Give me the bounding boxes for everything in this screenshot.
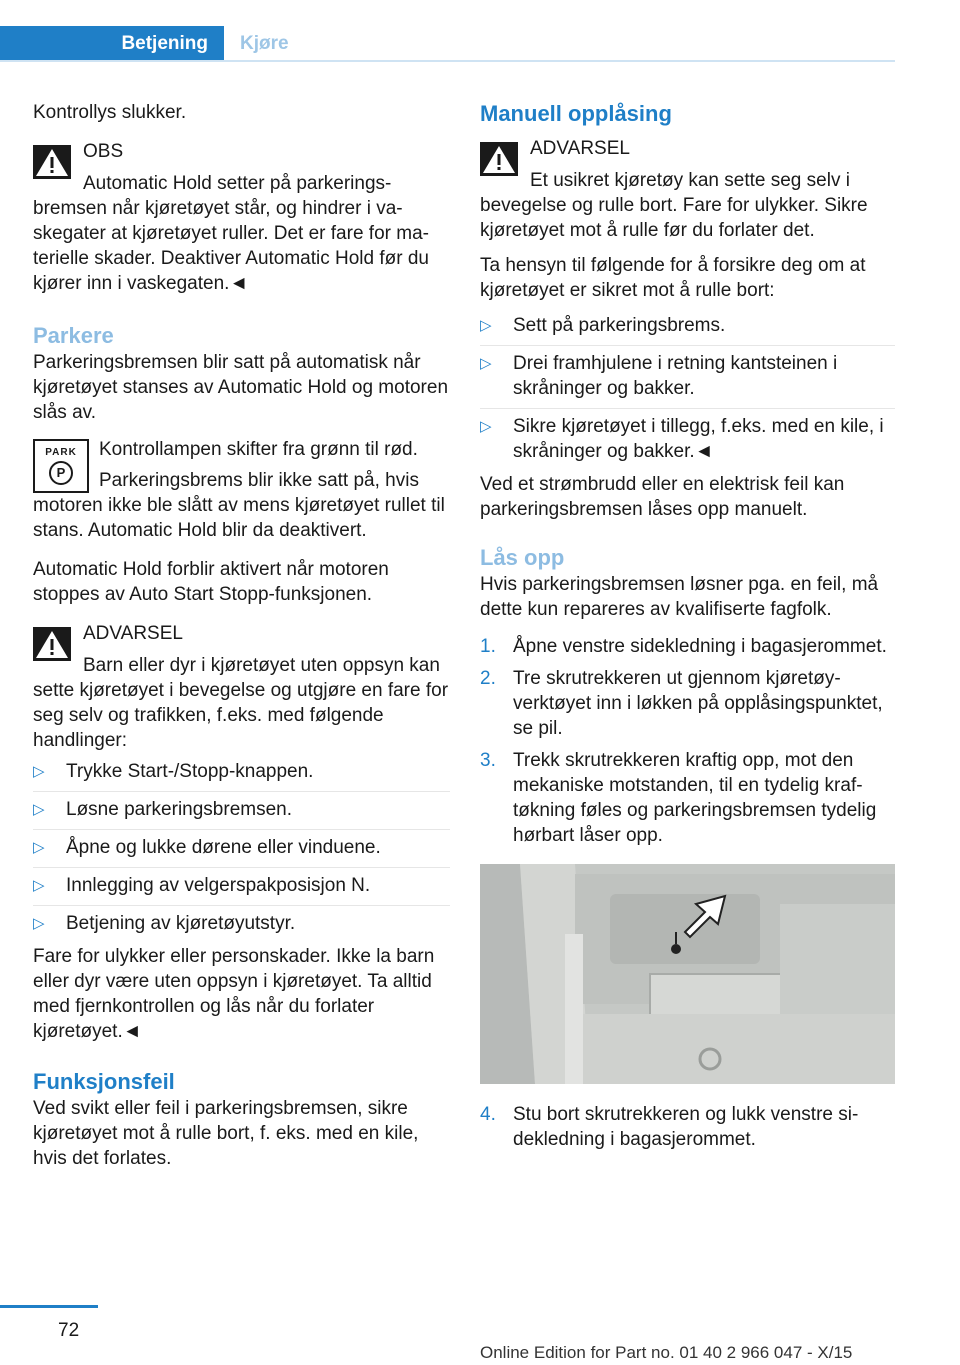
- right-warning-label: ADVARSEL: [530, 138, 630, 159]
- list-item-text: Drei framhjulene i retning kantsteinen i skråninger og bakker.: [513, 353, 838, 399]
- right-warning-text-content: Et usikret kjøretøy kan sette seg selv i bevegelse og rulle bort. Fare for ulykker. Sikre kjøretøyet mot å rulle før du forlater det.: [480, 170, 868, 241]
- auto-hold-text: Automatic Hold forblir aktivert når motoren stoppes av Auto Start Stopp-funksjonen.: [33, 559, 389, 605]
- park-lamp-block: [33, 437, 450, 543]
- warning-triangle-icon: [480, 142, 518, 176]
- park-icon-symbol: P: [49, 461, 73, 485]
- brake-text: [33, 468, 450, 543]
- las-opp-text: Hvis parkeringsbremsen løsner pga. en feil, må dette kun repareres av kvalifiserte fagfolk.: [480, 574, 879, 620]
- list-item: [480, 345, 895, 401]
- warning-triangle-icon: [33, 145, 71, 179]
- secure-list: [480, 313, 895, 464]
- step-number: 2.: [480, 668, 496, 689]
- note-text-content: Automatic Hold setter på parkeringsbremsen når kjøretøyet står, og hindrer i vaskegater at kjøretøyet ruller. Det er fare for materielle skader. Deaktiver Automatic Hold før du kjører inn i vaskegaten.◄: [33, 173, 430, 294]
- header-tabs: [0, 26, 895, 62]
- funksjonsfeil-heading: Funksjonsfeil: [33, 1069, 175, 1094]
- warning-closing: Fare for ulykker eller personskader. Ikke la barn eller dyr være uten oppsyn i kjøretøyet. Ta alltid med fjernkontrollen og lås når du forlater kjøretøyet.◄: [33, 946, 435, 1042]
- list-item-text: Sett på parkeringsbrems.: [513, 315, 726, 336]
- note-text: [33, 171, 450, 296]
- triangle-bullet-icon: ▷: [33, 839, 45, 856]
- manuell-heading: Manuell opplåsing: [480, 101, 672, 126]
- warning-triangle-icon: [33, 627, 71, 661]
- triangle-bullet-icon: ▷: [33, 915, 45, 932]
- park-icon-label: PARK: [45, 446, 77, 458]
- footer-edition: Online Edition for Part no. 01 40 2 966 047 - X/15: [480, 1343, 853, 1362]
- list-item-text: Betjening av kjøretøyutstyr.: [66, 913, 296, 934]
- triangle-bullet-icon: ▷: [480, 317, 492, 334]
- page-number: 72: [58, 1320, 80, 1341]
- tab-betjening[interactable]: Betjening: [0, 26, 224, 60]
- list-item-text: Sikre kjøretøyet i tillegg, f.eks. med en kile, i skråninger og bakker.◄: [513, 416, 884, 462]
- step-text: Åpne venstre sidekledning i bagasjerommet.: [513, 636, 887, 657]
- lamp-text: Kontrollampen skifter fra grønn til rød.: [99, 439, 418, 460]
- triangle-bullet-icon: ▷: [33, 763, 45, 780]
- triangle-bullet-icon: ▷: [480, 418, 492, 435]
- funksjonsfeil-text: Ved svikt eller feil i parkeringsbremsen, sikre kjøretøyet mot å rulle bort, f. eks. med en kile, hvis det forlates.: [33, 1098, 419, 1169]
- triangle-bullet-icon: ▷: [480, 355, 492, 372]
- intro-text: Kontrollys slukker.: [33, 102, 187, 123]
- right-intro: Ta hensyn til følgende for å forsikre deg om at kjøretøyet er sikret mot å rulle bort:: [480, 255, 866, 301]
- parkere-section: [33, 322, 450, 607]
- brake-text-content: Parkeringsbrems blir ikke satt på, hvis motoren ikke ble slått av mens kjøretøyet rullet til stans. Automatic Hold blir da deaktivert.: [33, 470, 445, 541]
- step-item: [480, 748, 895, 848]
- right-warning-block: [480, 136, 895, 243]
- list-item: [33, 905, 450, 936]
- parkere-text: Parkeringsbremsen blir satt på automatisk når kjøretøyet stanses av Automatic Hold og motoren slås av.: [33, 352, 449, 423]
- step-text: Trekk skrutrekkeren kraftig opp, mot den mekaniske motstanden, til en tydelig kraftøkning føles og parkeringsbremsen tydelig hørbart låser opp.: [513, 750, 877, 846]
- step-item: [480, 666, 895, 741]
- step-text: Tre skrutrekkeren ut gjennom kjøretøyverktøyet inn i løkken på opplåsingspunktet, se pil.: [513, 668, 883, 739]
- power-failure-text: Ved et strømbrudd eller en elektrisk feil kan parkeringsbremsen låses opp manuelt.: [480, 474, 845, 520]
- list-item-text: Løsne parkeringsbremsen.: [66, 799, 292, 820]
- unlock-steps: [480, 634, 895, 848]
- left-column: [33, 100, 450, 1181]
- list-item: [33, 759, 450, 784]
- list-item: [480, 313, 895, 338]
- step-number: 3.: [480, 750, 496, 771]
- list-item: [33, 829, 450, 860]
- note-block: [33, 139, 450, 296]
- list-item-text: Trykke Start-/Stopp-knappen.: [66, 761, 314, 782]
- list-item: [33, 867, 450, 898]
- right-warning-text: [480, 168, 895, 243]
- warning-label: ADVARSEL: [83, 623, 183, 644]
- trunk-photo-illustration: [480, 864, 895, 1084]
- funksjonsfeil-section: [33, 1068, 450, 1171]
- step-item: [480, 1102, 895, 1152]
- note-label: OBS: [83, 141, 124, 162]
- list-item: [480, 408, 895, 464]
- step-number: 1.: [480, 636, 496, 657]
- trunk-side-panel-photo: [480, 864, 895, 1084]
- parkere-heading: Parkere: [33, 323, 114, 348]
- step-number: 4.: [480, 1104, 496, 1125]
- warning-text: [33, 653, 450, 753]
- warning-block: [33, 621, 450, 1044]
- warning-text-content: Barn eller dyr i kjøretøyet uten oppsyn kan sette kjøretøyet i bevegelse og utgjøre en fare for seg selv og trafikken, f.eks. med følgende handlinger:: [33, 655, 449, 751]
- list-item-text: Åpne og lukke dørene eller vinduene.: [66, 837, 381, 858]
- triangle-bullet-icon: ▷: [33, 877, 45, 894]
- park-brake-icon: [33, 439, 89, 493]
- triangle-bullet-icon: ▷: [33, 801, 45, 818]
- step-item: [480, 634, 895, 659]
- unlock-steps-continued: [480, 1102, 895, 1152]
- warning-list: [33, 759, 450, 936]
- header-divider: [0, 60, 895, 62]
- list-item-text: Innlegging av velgerspakposisjon N.: [66, 875, 371, 896]
- list-item: [33, 791, 450, 822]
- tab-kjore[interactable]: Kjøre: [240, 32, 289, 54]
- las-opp-heading: Lås opp: [480, 545, 565, 570]
- footer-accent-line: [0, 1305, 98, 1308]
- right-column: [480, 100, 895, 1160]
- las-opp-section: [480, 544, 895, 1152]
- step-text: Stu bort skrutrekkeren og lukk venstre sidekledning i bagasjerommet.: [513, 1104, 859, 1150]
